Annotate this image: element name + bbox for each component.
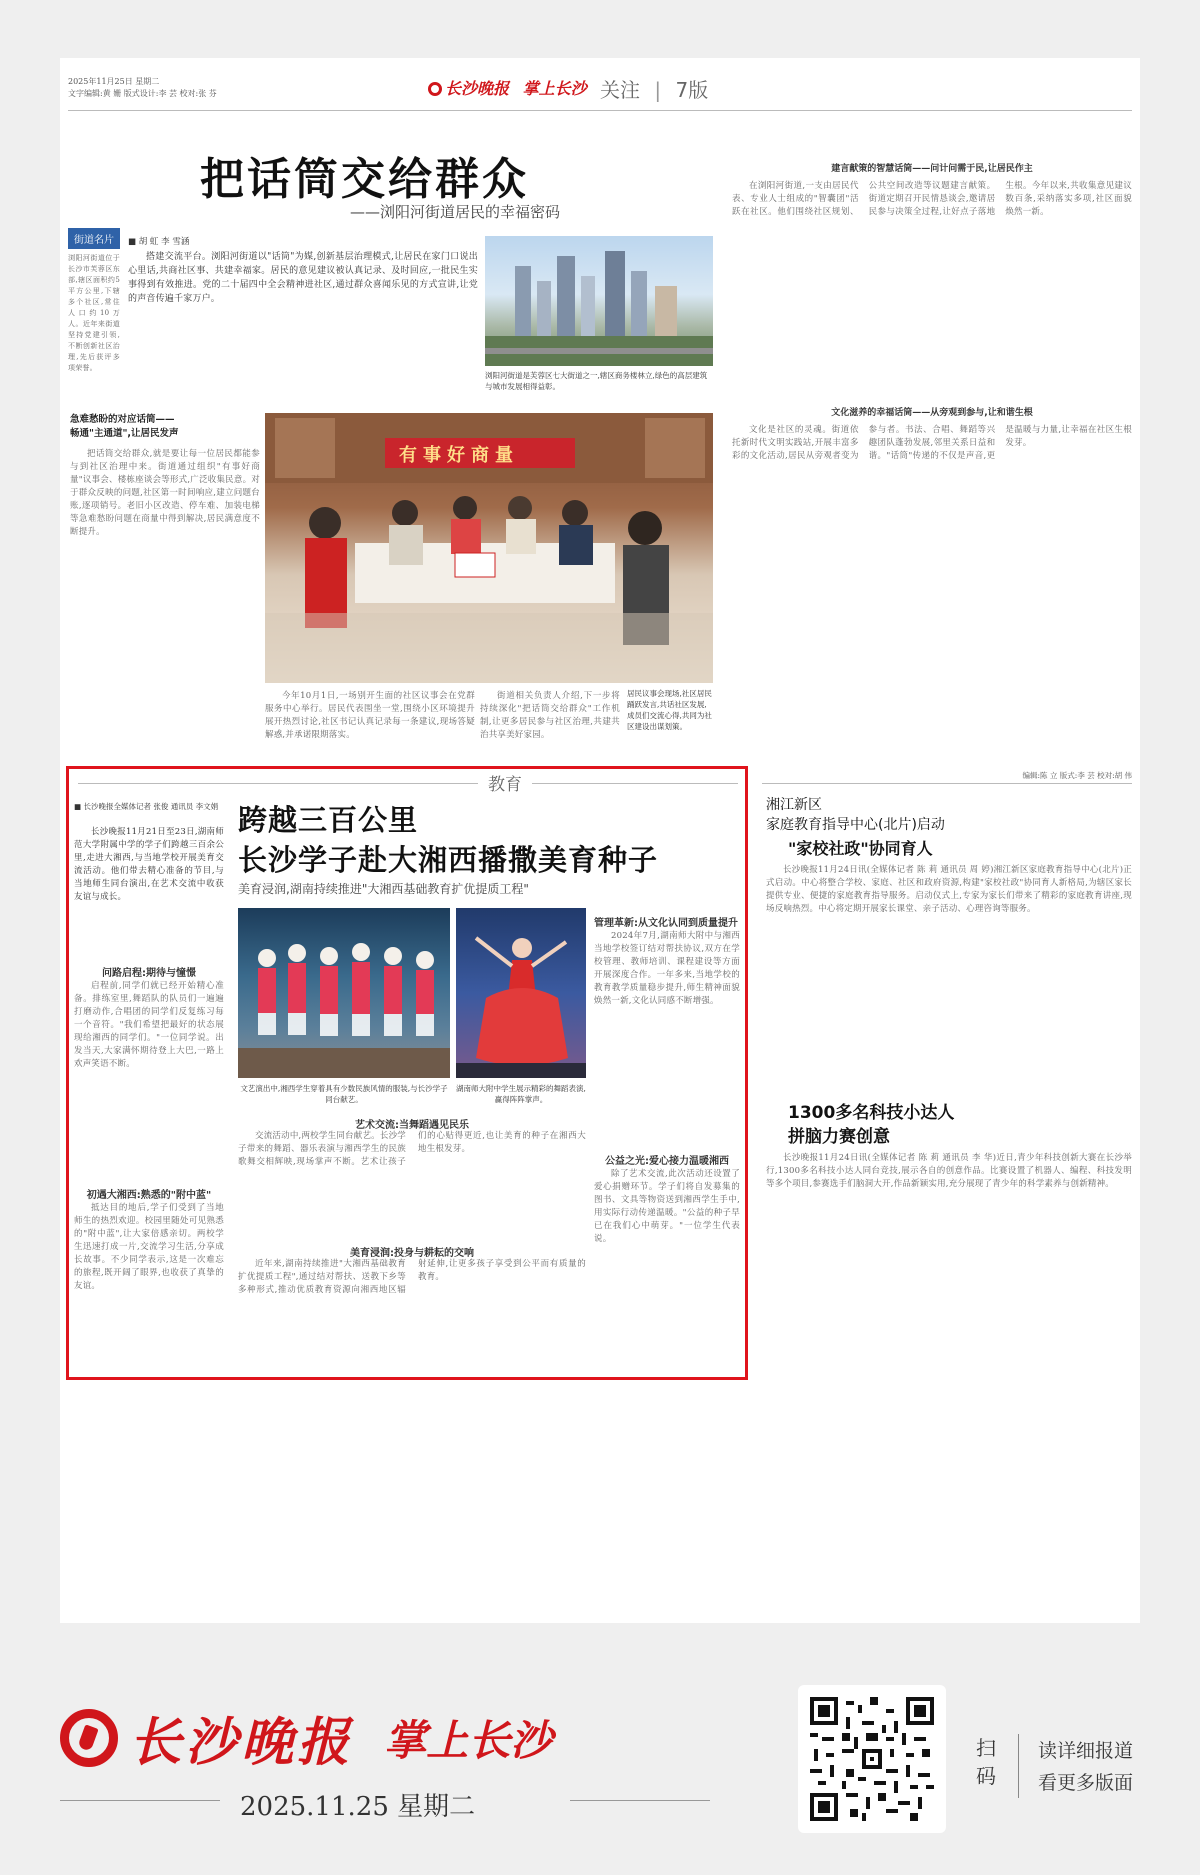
edu-mid-paragraph: 交流活动中,两校学生同台献艺。长沙学子带来的舞蹈、器乐表演与湘西学生的民族歌舞交相辉映,现场掌声不断。艺术让孩子们的心贴得更近,也让美育的种子在湘西大地生根发芽。 (238, 1131, 586, 1167)
sec2-text (70, 448, 260, 748)
footer-logo-mark (60, 1709, 118, 1767)
scan-label: 扫码 (976, 1736, 996, 1788)
newspaper-page (60, 58, 1140, 1623)
header-sub-brand: 掌上长沙 (522, 79, 587, 98)
right-text1-paragraph: 长沙晚报11月24日讯(全媒体记者 陈 莉 通讯员 周 婷)湘江新区家庭教育指导中心(北片)正式启动。中心将整合学校、家庭、社区和政府资源,构建"家校社政"协同育人新格局,为辖区家长提供专业、便捷的家庭教育指导服务。启动仪式上,专家为家长们带来了精彩的家庭教育讲座,现场反响热烈。中心将定期开展家长课堂、亲子活动、心理咨询等服务。 (766, 865, 1132, 914)
top-lead-text: 搭建交流平台。浏阳河街道以"话筒"为媒,创新基层治理模式,让居民在家门口说出心里话,共商社区事、共建幸福家。居民的意见建议被认真记录、及时回应,一批民生实事得到有效推进。党的二十届四中全会精神进社区,通过群众喜闻乐见的方式宣讲,让党的声音传遍千家万户。 (128, 252, 478, 304)
dance-photo-caption: 文艺演出中,湘西学生穿着具有少数民族风情的服装,与长沙学子同台献艺。 (240, 1084, 448, 1104)
right-text2 (766, 1152, 1132, 1374)
solo-dancer-illustration (456, 908, 586, 1078)
top-subhead: ——浏阳河街道居民的幸福密码 (350, 203, 561, 221)
footer-cta-1: 读详细报道 (1038, 1740, 1134, 1762)
edu-col1-paragraph2: 抵达目的地后,学子们受到了当地师生的热烈欢迎。校园里随处可见熟悉的"附中蓝",让大家倍感亲切。两校学生迅速打成一片,交流学习生活,分享成长故事。不少同学表示,这是一次难忘的旅程,既开阔了眼界,也收获了真挚的友谊。 (74, 1203, 224, 1291)
footer (0, 1650, 1200, 1875)
edu-col3-paragraph2: 除了艺术交流,此次活动还设置了爱心捐赠环节。学子们将自发募集的图书、文具等物资送到湘西学生手中,用实际行动传递温暖。"公益的种子早已在我们心中萌芽。"一位学生代表说。 (594, 1169, 740, 1244)
footer-brand: 长沙晚报 (129, 1712, 354, 1773)
top-lead (128, 250, 478, 395)
section-divider: | (654, 78, 662, 102)
meeting-photo-caption: 居民议事会现场,社区居民踊跃发言,共话社区发展,成员们交流心得,共同为社区建设出谋划策。 (627, 689, 712, 731)
city-photo-caption: 浏阳河街道是芙蓉区七大街道之一,辖区商务楼林立,绿色的高层建筑与城市发展相得益彰。 (485, 371, 708, 391)
edu-headline-1: 跨越三百公里 (238, 803, 419, 837)
edu-mid-paragraph2: 近年来,湖南持续推进"大湘西基础教育扩优提质工程",通过结对帮扶、送教下乡等多种形式,推动优质教育资源向湘西地区辐射延伸,让更多孩子享受到公平而有质量的教育。 (238, 1259, 586, 1295)
solo-dancer-photo (456, 908, 586, 1078)
edu-headline-2: 长沙学子赴大湘西播撒美育种子 (238, 843, 659, 877)
edu-sub1: 问路启程:期待与憧憬 (102, 968, 196, 979)
dance-photo (238, 908, 450, 1078)
footer-logo (60, 1700, 552, 1775)
mid-text-b (480, 690, 620, 754)
right-text1 (766, 864, 1132, 1064)
footer-logo-mark-inner (77, 1724, 98, 1751)
footer-cta-2: 看更多版面 (1038, 1772, 1134, 1794)
city-skyline-illustration (485, 236, 713, 366)
edu-col3-text2 (594, 1168, 740, 1372)
edu-sub4: 美育浸润:投身与耕耘的交响 (350, 1248, 474, 1259)
edu-sub2: 初遇大湘西:熟悉的"附中蓝" (86, 1190, 212, 1201)
page-header (68, 76, 1132, 106)
footer-date: 2025.11.25 星期二 (240, 1792, 476, 1822)
footer-sub-brand: 掌上长沙 (384, 1715, 553, 1765)
header-date: 2025年11月25日 星期二 (68, 77, 160, 86)
col3-text2 (732, 424, 1132, 749)
right-text2-paragraph: 长沙晚报11月24日讯(全媒体记者 陈 莉 通讯员 李 华)近日,青少年科技创新大赛在长沙举行,1300多名科技小达人同台竞技,展示各自的创意作品。比赛设置了机器人、编程、科技发明等多个项目,参赛选手们脑洞大开,作品新颖实用,充分展现了青少年的科学素养与创新精神。 (766, 1153, 1132, 1189)
top-byline: ■ 胡 虹 李 雪涵 (128, 237, 190, 247)
right-title2-main: 1300多名科技小达人 (788, 1103, 955, 1123)
right-rule (762, 783, 1132, 784)
edu-lead (74, 826, 224, 956)
right-title1-top: 湘江新区 (766, 797, 822, 813)
education-label-rule (78, 783, 738, 784)
section-name: 关注 (600, 78, 640, 102)
header-editors: 文字编辑:黄 姗 版式设计:李 芸 校对:张 芬 (68, 89, 217, 98)
edu-col1-text (74, 980, 224, 1176)
edu-byline: ■ 长沙晚报全媒体记者 张俊 通讯员 李文娟 (74, 802, 219, 811)
col3-title2: 文化滋养的幸福话筒——从旁观到参与,让和谐生根 (831, 408, 1033, 418)
footer-rule-left (60, 1800, 220, 1801)
edu-mid-text2 (238, 1258, 586, 1370)
edu-lead-text: 长沙晚报11月21日至23日,湖南师范大学附属中学的学子们跨越三百余公里,走进大湘西,与当地学校开展美育交流活动。他们带去精心准备的节目,与当地师生同台演出,在艺术交流中收获友谊与成长。 (74, 827, 224, 902)
edu-col1-text2 (74, 1202, 224, 1372)
meeting-sign: 有事好商量 (399, 445, 519, 466)
right-title2-sub: 拼脑力赛创意 (788, 1127, 890, 1147)
qr-code[interactable] (798, 1685, 946, 1833)
header-rule (68, 110, 1132, 111)
street-card (68, 228, 120, 388)
solo-photo-caption: 湖南师大附中学生展示精彩的舞蹈表演,赢得阵阵掌声。 (456, 1084, 586, 1104)
col3-title1: 建言献策的智慧话筒——问计问需于民,让居民作主 (831, 164, 1033, 174)
right-title1-mid: 家庭教育指导中心(北片)启动 (766, 817, 945, 833)
right-editor-line: 编辑:陈 立 版式:李 芸 校对:胡 伟 (1022, 771, 1132, 780)
header-logo-mark (428, 82, 442, 96)
edu-mid-text (238, 1130, 586, 1230)
edu-sub3: 艺术交流:当舞蹈遇见民乐 (355, 1120, 469, 1131)
street-card-text: 浏阳河街道位于长沙市芙蓉区东部,辖区面积约5平方公里,下辖多个社区,常住人口约10万人。近年来街道坚持党建引领,不断创新社区治理,先后获评多项荣誉。 (68, 254, 120, 372)
qr-code-icon (810, 1697, 934, 1821)
dance-troupe-illustration (238, 908, 450, 1078)
edu-col3-text1 (594, 930, 740, 1140)
education-label: 教育 (478, 770, 532, 795)
section-page: 7版 (675, 78, 709, 102)
meeting-photo (265, 413, 713, 683)
edu-col3-sub1: 管理革新:从文化认同到质量提升 (594, 918, 738, 929)
top-headline: 把话筒交给群众 (200, 154, 529, 205)
col3-text2-paragraph: 文化是社区的灵魂。街道依托新时代文明实践站,开展丰富多彩的文化活动,居民从旁观者变为参与者。书法、合唱、舞蹈等兴趣团队蓬勃发展,邻里关系日益和谐。"话筒"传递的不仅是声音,更是温暖与力量,让幸福在社区生根发芽。 (732, 425, 1132, 461)
mid-text-a-paragraph: 今年10月1日,一场别开生面的社区议事会在党群服务中心举行。居民代表围坐一堂,围绕小区环境提升展开热烈讨论,社区书记认真记录每一条建议,现场答疑解惑,并承诺限期落实。 (265, 691, 475, 740)
header-logo (428, 76, 587, 99)
header-brand: 长沙晚报 (445, 79, 510, 98)
mid-text-a (265, 690, 475, 754)
edu-col1-paragraph: 启程前,同学们就已经开始精心准备。排练室里,舞蹈队的队员们一遍遍打磨动作,合唱团的同学们反复练习每一个音符。"我们希望把最好的状态展现给湘西的同学们。"一位同学说。出发当天,大家满怀期待登上大巴,一路上欢声笑语不断。 (74, 981, 224, 1069)
scan-divider (1018, 1734, 1019, 1798)
city-photo (485, 236, 713, 366)
footer-rule-right (570, 1800, 710, 1801)
edu-col3-paragraph1: 2024年7月,湖南师大附中与湘西当地学校签订结对帮扶协议,双方在学校管理、教师培训、课程建设等方面开展深度合作。一年多来,当地学校的教育教学质量稳步提升,师生精神面貌焕然一新,文化认同感不断增强。 (594, 931, 740, 1006)
edu-subhead: 美育浸润,湖南持续推进"大湘西基础教育扩优提质工程" (238, 882, 529, 896)
header-section (600, 74, 708, 103)
col3-text1 (732, 180, 1132, 395)
mid-text-b-paragraph: 街道相关负责人介绍,下一步将持续深化"把话筒交给群众"工作机制,让更多居民参与社区治理,共建共治共享美好家园。 (480, 691, 620, 740)
sec2-paragraph: 把话筒交给群众,就是要让每一位居民都能参与到社区治理中来。街道通过组织"有事好商量"议事会、楼栋座谈会等形式,广泛收集民意。对于群众反映的问题,社区第一时间响应,建立问题台账,逐项销号。老旧小区改造、停车难、加装电梯等急难愁盼问题在商量中得到解决,居民满意度不断提升。 (70, 449, 260, 537)
col3-text1-paragraph: 在浏阳河街道,一支由居民代表、专业人士组成的"智囊团"活跃在社区。他们围绕社区规划、公共空间改造等议题建言献策。街道定期召开民情恳谈会,邀请居民参与决策全过程,让好点子落地生根。今年以来,共收集意见建议数百条,采纳落实多项,社区面貌焕然一新。 (732, 181, 1132, 217)
right-title1-main: "家校社政"协同育人 (788, 839, 933, 858)
edu-col3-sub2: 公益之光:爱心接力温暖湘西 (605, 1156, 729, 1167)
sec2-title: 急难愁盼的对应话筒—— 畅通"主通道",让居民发声 (70, 414, 179, 439)
street-card-title: 街道名片 (68, 228, 120, 249)
